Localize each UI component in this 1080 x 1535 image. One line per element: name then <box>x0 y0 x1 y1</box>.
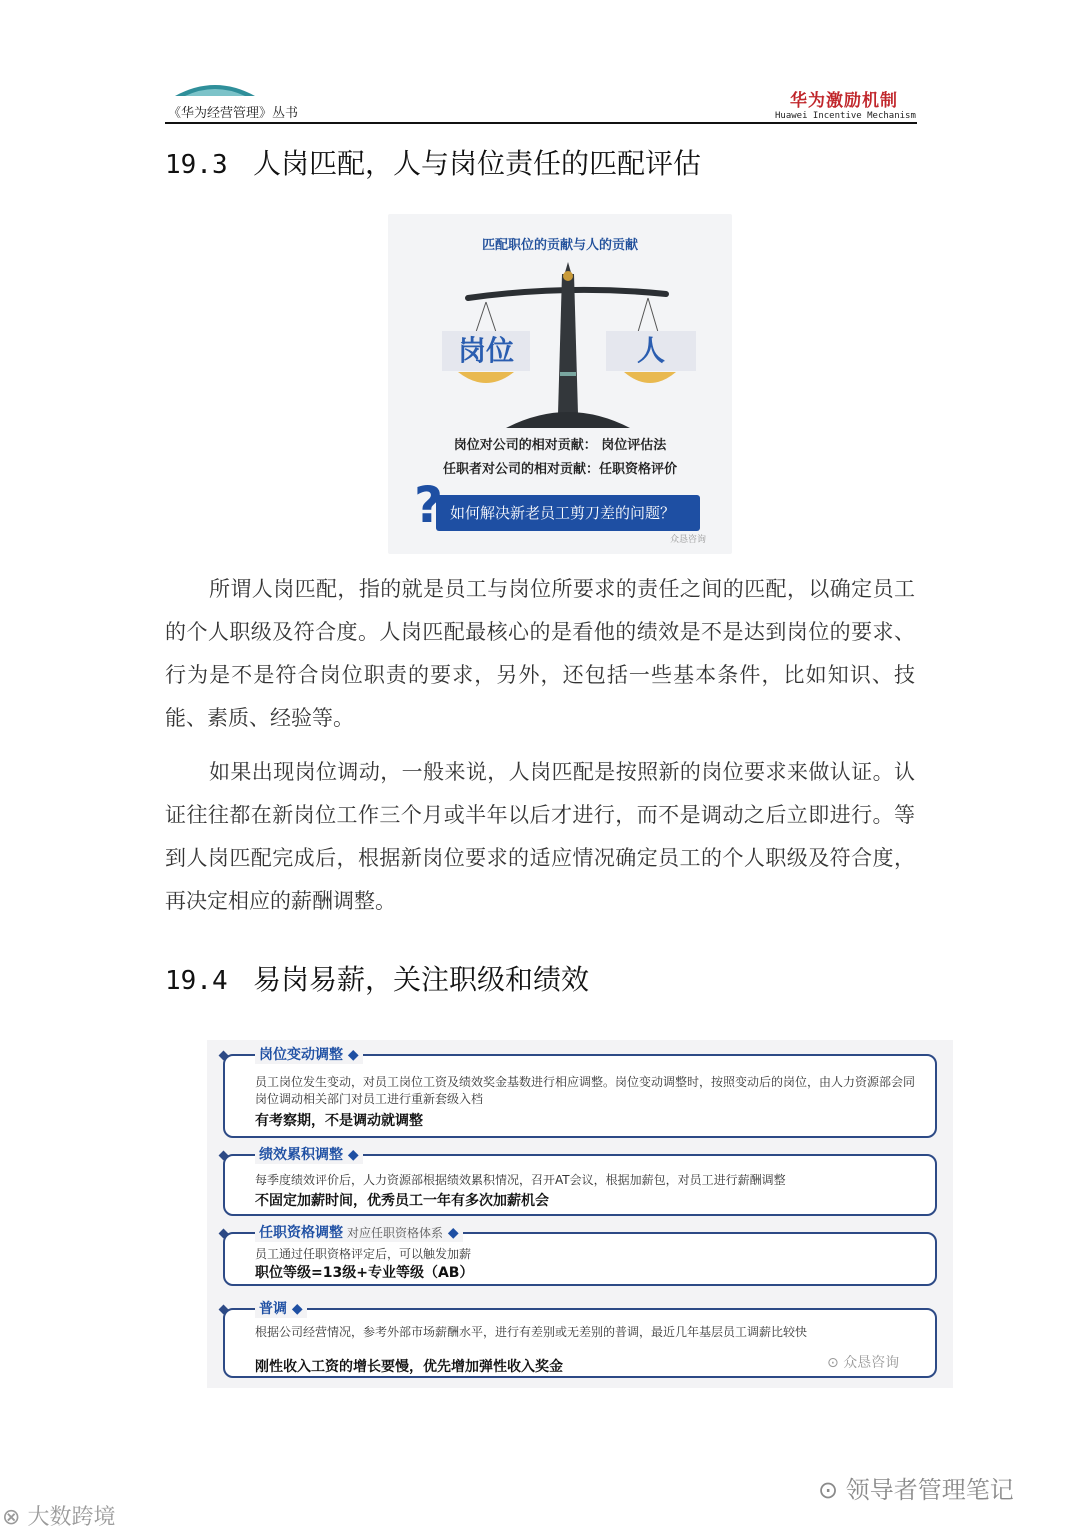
block-title: 岗位变动调整 ◆ <box>255 1044 363 1064</box>
scale-figure <box>388 214 732 554</box>
note-position: 岗位对公司的相对贡献： 岗位评估法 <box>453 438 667 453</box>
book-title-en: Huawei Incentive Mechanism <box>775 111 916 121</box>
figure-watermark: ⊙ 众恳咨询 <box>827 1355 900 1371</box>
adjustment-block <box>223 1147 937 1216</box>
section-heading <box>165 142 701 182</box>
header-rule <box>165 122 917 124</box>
right-pan-label: 人 <box>606 331 696 371</box>
question-banner: 如何解决新老员工剪刀差的问题？ <box>436 495 700 531</box>
diamond-icon <box>219 1151 229 1161</box>
left-pan-label: 岗位 <box>442 331 530 371</box>
block-title: 绩效累积调整 ◆ <box>255 1144 363 1164</box>
diamond-icon <box>219 1305 229 1315</box>
adjustment-figure <box>207 1040 953 1388</box>
block-highlight: 职位等级=13级+专业等级（AB） <box>255 1265 474 1281</box>
block-highlight: 有考察期，不是调动就调整 <box>255 1113 423 1129</box>
section-title: 人岗匹配，人与岗位责任的匹配评估 <box>253 147 702 180</box>
block-title: 任职资格调整 对应任职资格体系 ◆ <box>255 1222 463 1242</box>
figure-watermark: 众恳咨询 <box>670 535 707 545</box>
block-text: 根据公司经营情况，参考外部市场薪酬水平，进行有差别或无差别的普调，最近几年基层员工调薪比较快 <box>255 1325 808 1339</box>
book-logo-icon <box>175 80 255 98</box>
paragraph: 如果出现岗位调动，一般来说，人岗匹配是按照新的岗位要求来做认证。认证往往都在新岗位工作三个月或半年以后才进行，而不是调动之后立即进行。等到人岗匹配完成后，根据新岗位要求的适应情况确定员工的个人职级及符合度，再决定相应的薪酬调整。 <box>165 760 915 913</box>
diamond-icon <box>219 1229 229 1239</box>
section-heading <box>165 958 589 998</box>
block-highlight: 刚性收入工资的增长要慢，优先增加弹性收入奖金 <box>255 1359 563 1375</box>
book-title-cn: 华为激励机制 <box>790 91 898 111</box>
series-title: 《华为经营管理》丛书 <box>168 106 299 121</box>
footer-watermark-left: ⊗ 大数跨境 <box>2 1505 116 1530</box>
block-text: 员工岗位发生变动，对员工岗位工资及绩效奖金基数进行相应调整。岗位变动调整时，按照变动后的岗位，由人力资源部会同岗位调动相关部门对员工进行重新套级入档 <box>255 1075 916 1106</box>
footer-watermark-right: ⊙ 领导者管理笔记 <box>818 1476 1014 1504</box>
block-text: 每季度绩效评价后，人力资源部根据绩效累积情况，召开AT会议，根据加薪包，对员工进行薪酬调整 <box>255 1173 786 1187</box>
block-highlight: 不固定加薪时间，优秀员工一年有多次加薪机会 <box>255 1193 549 1209</box>
note-person: 任职者对公司的相对贡献：任职资格评价 <box>442 462 677 477</box>
section-number: 19.4 <box>165 966 228 996</box>
section-number: 19.3 <box>165 150 228 180</box>
diamond-icon <box>219 1051 229 1061</box>
figure-title: 匹配职位的贡献与人的贡献 <box>481 238 638 253</box>
question-mark-icon: ? <box>414 476 444 534</box>
section-title: 易岗易薪，关注职级和绩效 <box>253 963 590 996</box>
adjustment-block <box>223 1047 937 1138</box>
paragraph: 所谓人岗匹配，指的就是员工与岗位所要求的责任之间的匹配，以确定员工的个人职级及符合度。人岗匹配最核心的是看他的绩效是不是达到岗位的要求、行为是不是符合岗位职责的要求，另外，还包括一些基本条件，比如知识、技能、素质、经验等。 <box>165 577 915 730</box>
block-text: 员工通过任职资格评定后，可以触发加薪 <box>255 1247 472 1261</box>
adjustment-block <box>223 1225 937 1286</box>
block-title: 普调 ◆ <box>255 1298 307 1318</box>
